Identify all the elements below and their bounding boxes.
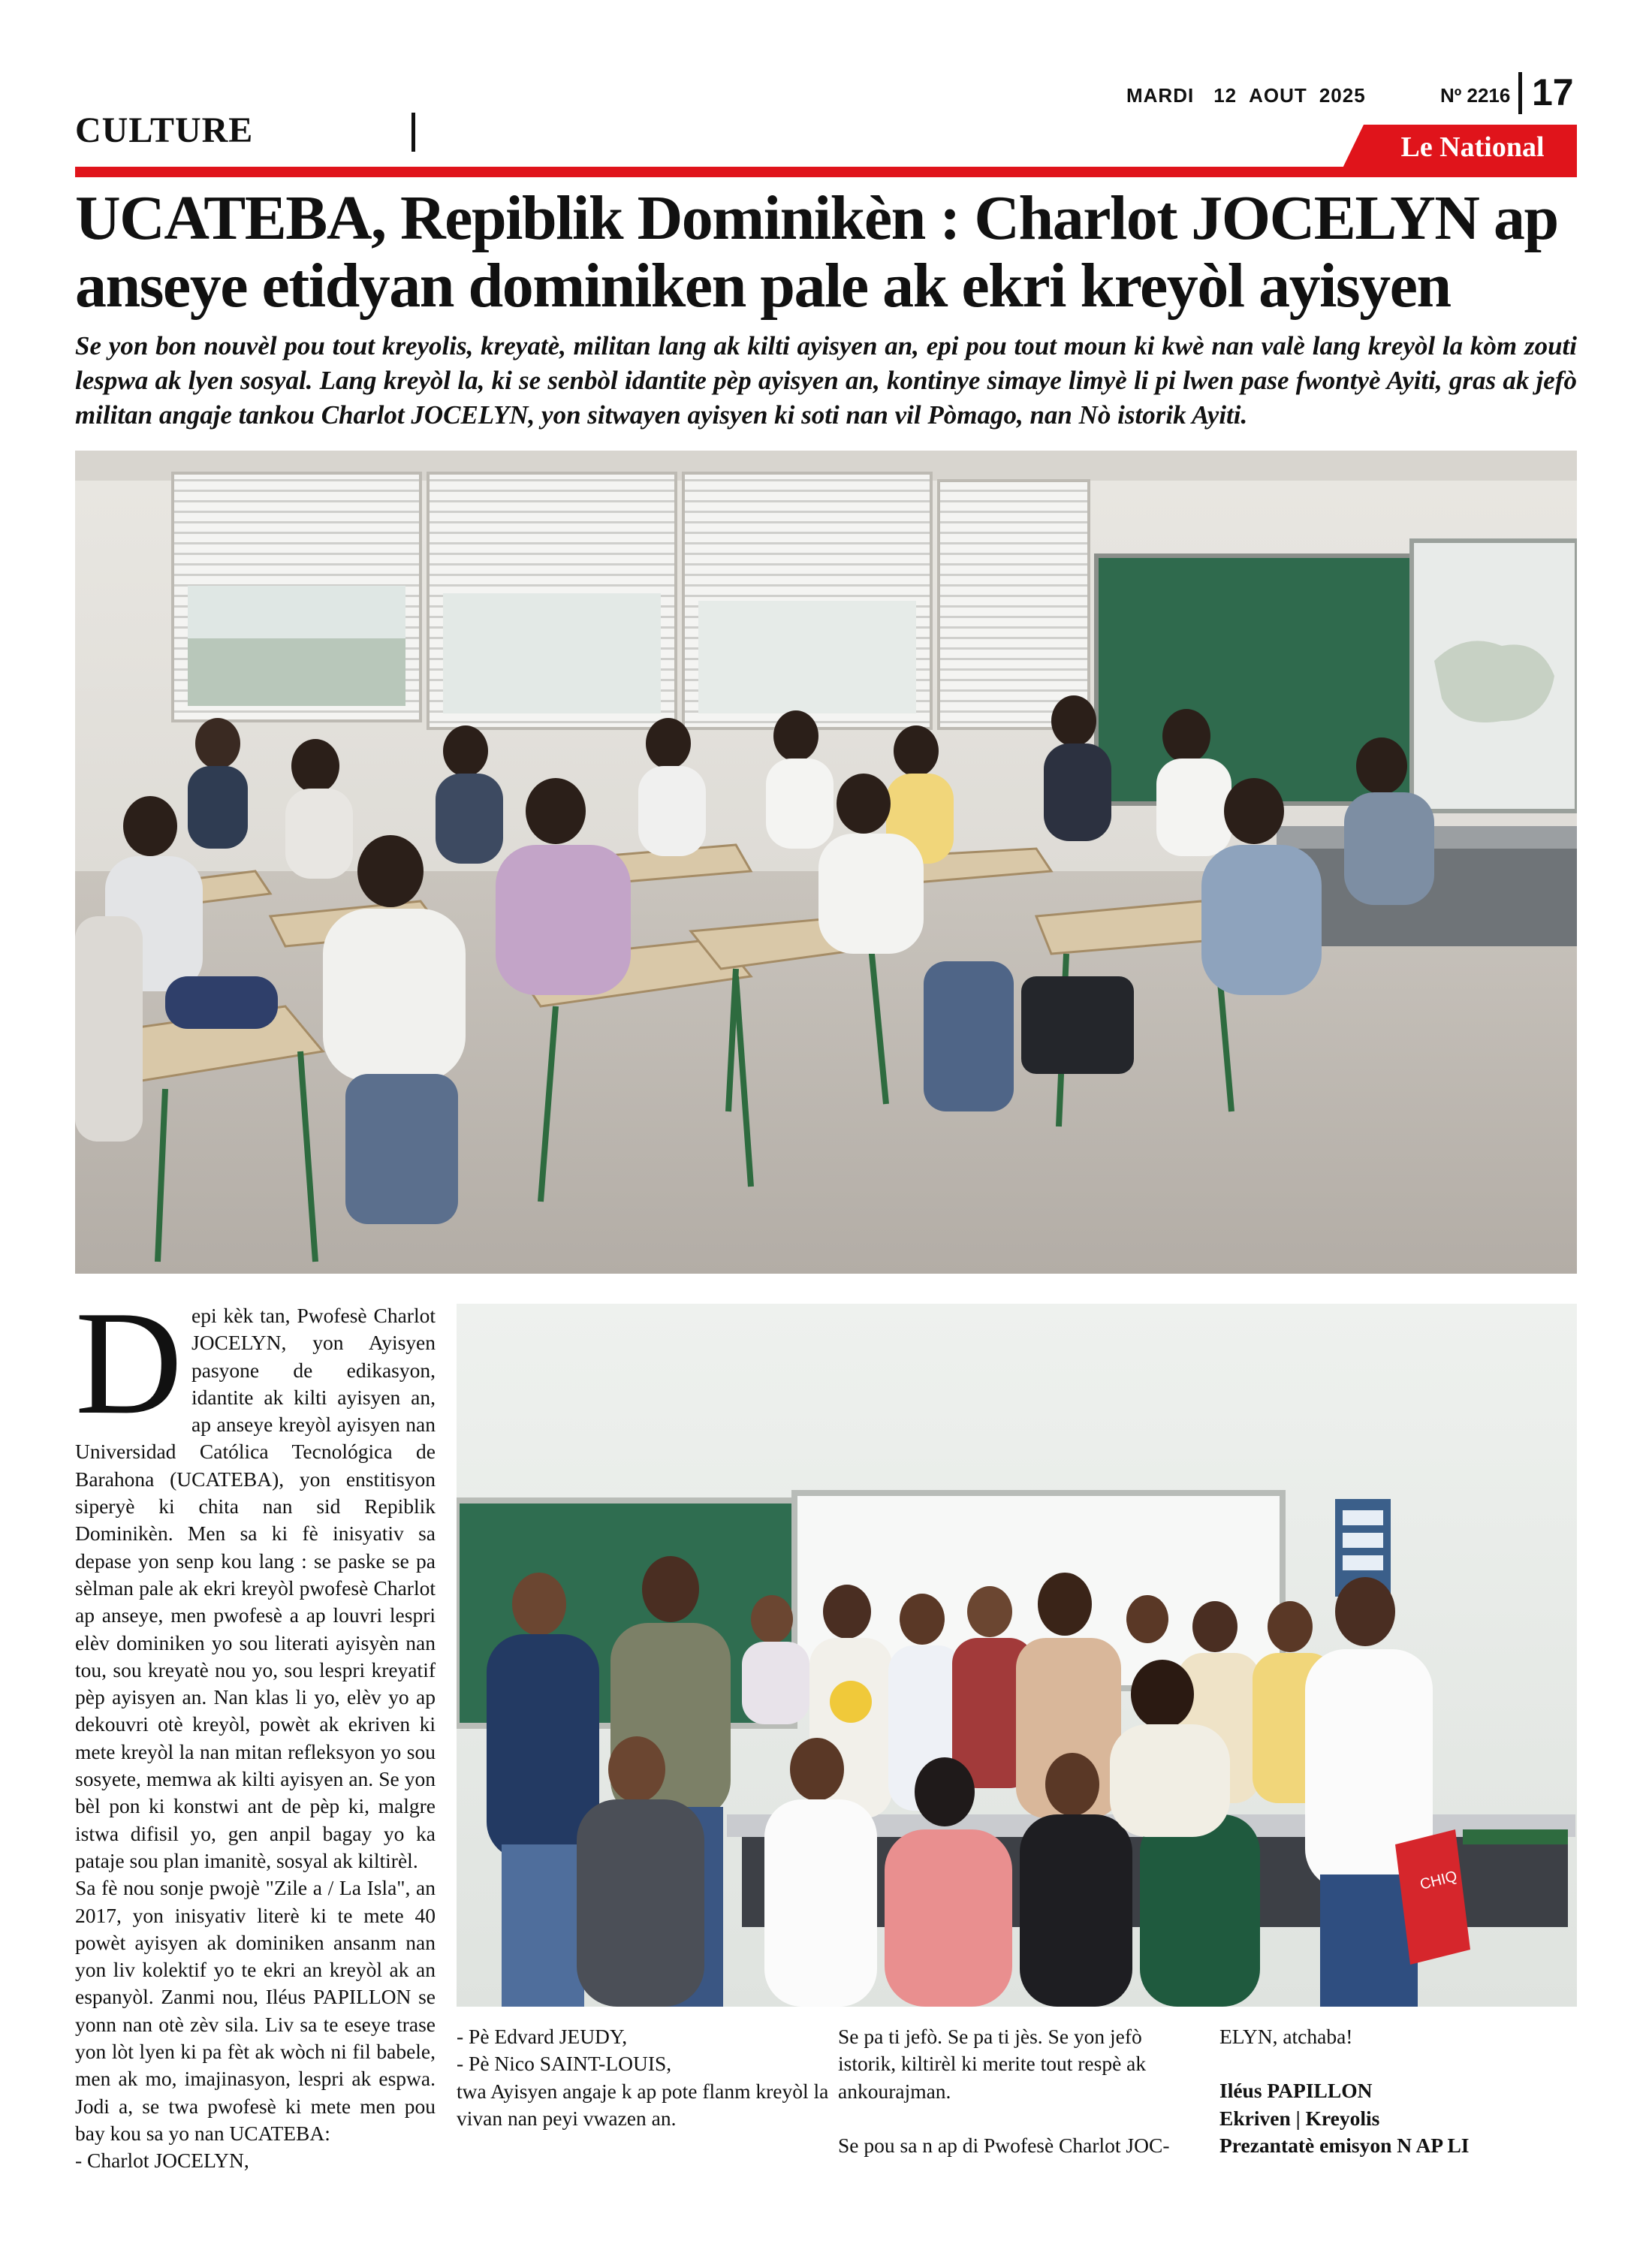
article-paragraph-5: Se pou sa n ap di Pwofesè Charlot JOC-	[838, 2133, 1170, 2157]
article-column-3	[838, 2023, 1198, 2159]
article-column-2	[457, 2023, 832, 2132]
list-item-charlot: - Charlot JOCELYN,	[75, 2149, 249, 2173]
article-column-1	[75, 1280, 436, 2175]
author-show: Prezantatè emisyon N AP LI	[1219, 2133, 1470, 2157]
issue-date	[1126, 84, 1385, 107]
article-column-4	[1219, 2023, 1577, 2159]
section-divider	[411, 113, 415, 152]
masthead-title: Le National	[1400, 131, 1545, 163]
author-name: Iléus PAPILLON	[1219, 2079, 1373, 2103]
date-day: 12	[1213, 84, 1237, 107]
page-number: 17	[1532, 71, 1574, 113]
date-month: AOUT	[1249, 84, 1307, 107]
article-paragraph-3: twa Ayisyen angaje k ap pote flanm kreyòl la vivan nan peyi vwazen an.	[457, 2079, 829, 2130]
article-paragraph-1: epi kèk tan, Pwofesè Charlot JOCELYN, yon Ayisyen pasyone de edikasyon, idantite ak kilti ayisyen an, ap anseye kreyòl ayisyen nan Universidad Católica Tecnológica de Barahona (UCATEBA), yon enstitisyon siperyè ki chita nan sid Repiblik Dominikèn. Men sa ki fè inisyativ sa depase yon senp kou lang : se paske se pa sèlman pale ak ekri kreyòl pwofesè Charlot ap anseye, men pwofesè a ap louvri lespri elèv dominiken yo sou literati ayisyèn nan tou, sou kreyatè nou yo, sou lespri kreyatif pèp ayisyen an. Nan klas li yo, elèv yo ap dekouvri otè kreyòl, powèt ak ekriven ki mete kreyòl la nan mitan refleksyon yo sou sosyete, memwa ak kilti ayisyen an. Se yon bèl pon ki konstwi ant de pèp ki, malgre istwa difisil yo, gen anpil bagay yo ka pataje sou plan imanitè, sosyal ak kiltirèl.	[75, 1304, 436, 1872]
article-lede: Se yon bon nouvèl pou tout kreyolis, kreyatè, militan lang ak kilti ayisyen an, epi pou tout moun ki kwè nan valè lang kreyòl la kòm zouti lespwa ak lyen sosyal. Lang kreyòl la, ki se senbòl idantite pèp ayisyen an, kontinye simaye limyè li pi lwen pase fwontyè Ayiti, gras ak jefò militan angaje tankou Charlot JOCELYN, yon sitwayen ayisyen ki soti nan vil Pòmago, nan Nò istorik Ayiti.	[75, 331, 1577, 430]
page-number-divider	[1518, 72, 1522, 114]
section-label: CULTURE	[75, 110, 254, 150]
issue-number: Nº 2216	[1440, 84, 1511, 107]
classroom-photo	[75, 451, 1577, 1274]
date-year: 2025	[1319, 84, 1366, 107]
list-item-edvard: - Pè Edvard JEUDY,	[457, 2025, 628, 2048]
date-weekday: MARDI	[1126, 84, 1195, 107]
author-role: Ekriven | Kreyolis	[1219, 2106, 1380, 2130]
drop-cap: D	[75, 1280, 182, 1445]
article-paragraph-2: Sa fè nou sonje pwojè "Zile a / La Isla", an 2017, yon inisyativ literè ki te mete 40 powèt ayisyen ak dominiken ansanm nan yon liv kolektif yo te ekri an kreyòl ak an espanyòl. Zanmi nou, Iléus PAPILLON se yonn nan otè zèv sila. Liv sa te eseye trase yon lòt lyen ki pa fèt ak wòch ni fil babele, men ak mo, imajinasyon, lespri ak espwa. Jodi a, se twa pwofesè ki mete men pou bay kou sa yo nan UCATEBA:	[75, 1876, 436, 2145]
bag-label: CHIQ	[1418, 1868, 1459, 1893]
article-paragraph-6: ELYN, atchaba!	[1219, 2025, 1353, 2048]
article-headline: UCATEBA, Repiblik Dominikèn : Charlot JOCELYN ap anseye etidyan dominiken pale ak ekri kreyòl ayisyen	[75, 183, 1558, 321]
list-item-nico: - Pè Nico SAINT-LOUIS,	[457, 2052, 672, 2076]
group-photo	[457, 1304, 1577, 2007]
article-paragraph-4: Se pa ti jefò. Se pa ti jès. Se yon jefò istorik, kiltirèl ki merite tout respè ak ankourajman.	[838, 2025, 1147, 2103]
